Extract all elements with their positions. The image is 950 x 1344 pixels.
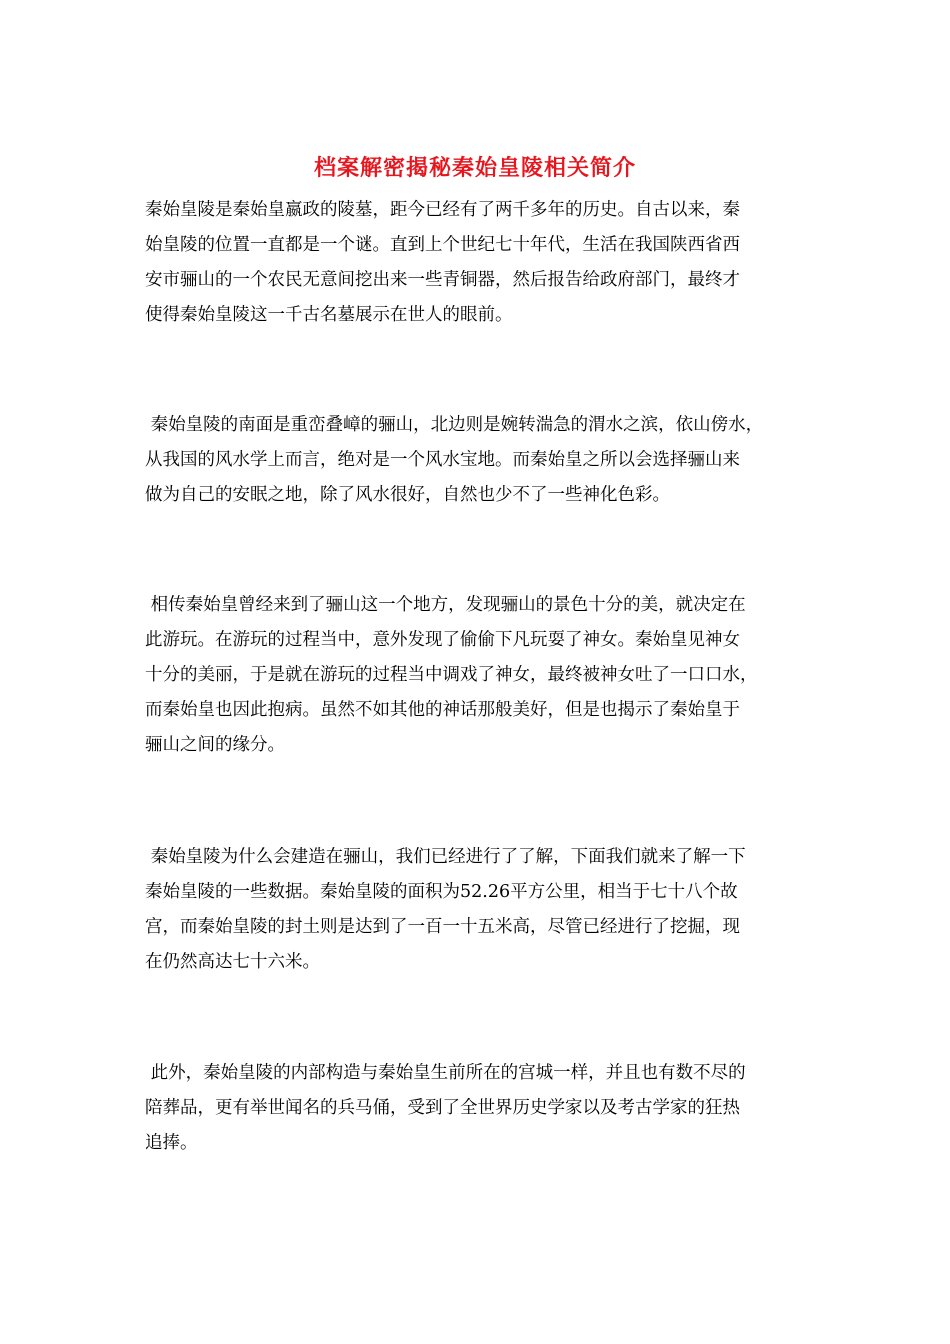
paragraph-line: 秦始皇陵是秦始皇嬴政的陵墓，距今已经有了两千多年的历史。自古以来，秦: [145, 200, 740, 220]
paragraph-line: 十分的美丽，于是就在游玩的过程当中调戏了神女，最终被神女吐了一口口水，: [145, 665, 758, 685]
paragraph-line: 骊山之间的缘分。: [145, 735, 285, 755]
paragraph-1: [145, 193, 810, 333]
paragraph-line: [145, 1056, 810, 1091]
paragraph-line: [145, 408, 810, 443]
paragraph-line-text: 相传秦始皇曾经来到了骊山这一个地方，发现骊山的景色十分的美，就决定在: [150, 595, 746, 615]
paragraph-4: [145, 840, 810, 980]
paragraph-line-text: 秦始皇陵的南面是重峦叠嶂的骊山，北边则是婉转湍急的渭水之滨，依山傍水，: [150, 415, 764, 435]
paragraph-line-text: 此外，秦始皇陵的内部构造与秦始皇生前所在的宫城一样，并且也有数不尽的: [150, 1063, 746, 1083]
paragraph-line: [145, 840, 810, 875]
paragraph-5: [145, 1056, 810, 1161]
paragraph-line: 使得秦始皇陵这一千古名墓展示在世人的眼前。: [145, 305, 513, 325]
paragraph-line: [145, 588, 810, 623]
paragraph-line: 陪葬品，更有举世闻名的兵马俑，受到了全世界历史学家以及考古学家的狂热: [145, 1098, 740, 1118]
paragraph-line: 此游玩。在游玩的过程当中，意外发现了偷偷下凡玩耍了神女。秦始皇见神女: [145, 630, 740, 650]
paragraph-line: 在仍然高达七十六米。: [145, 952, 320, 972]
paragraph-line: 追捧。: [145, 1133, 198, 1153]
paragraph-2: [145, 408, 810, 513]
paragraph-line: 做为自己的安眠之地，除了风水很好，自然也少不了一些神化色彩。: [145, 485, 670, 505]
paragraph-line: 秦始皇陵的一些数据。秦始皇陵的面积为52.26平方公里，相当于七十八个故: [145, 882, 738, 902]
paragraph-line: 而秦始皇也因此抱病。虽然不如其他的神话那般美好，但是也揭示了秦始皇于: [145, 700, 740, 720]
paragraph-line: 始皇陵的位置一直都是一个谜。直到上个世纪七十年代，生活在我国陕西省西: [145, 235, 740, 255]
paragraph-3: [145, 588, 810, 763]
paragraph-line: 从我国的风水学上而言，绝对是一个风水宝地。而秦始皇之所以会选择骊山来: [145, 450, 740, 470]
document-title: 档案解密揭秘秦始皇陵相关简介: [313, 155, 636, 181]
paragraph-line-text: 秦始皇陵为什么会建造在骊山，我们已经进行了了解，下面我们就来了解一下: [150, 847, 746, 867]
paragraph-line: 宫，而秦始皇陵的封土则是达到了一百一十五米高，尽管已经进行了挖掘，现: [145, 917, 740, 937]
paragraph-line: 安市骊山的一个农民无意间挖出来一些青铜器，然后报告给政府部门，最终才: [145, 270, 740, 290]
